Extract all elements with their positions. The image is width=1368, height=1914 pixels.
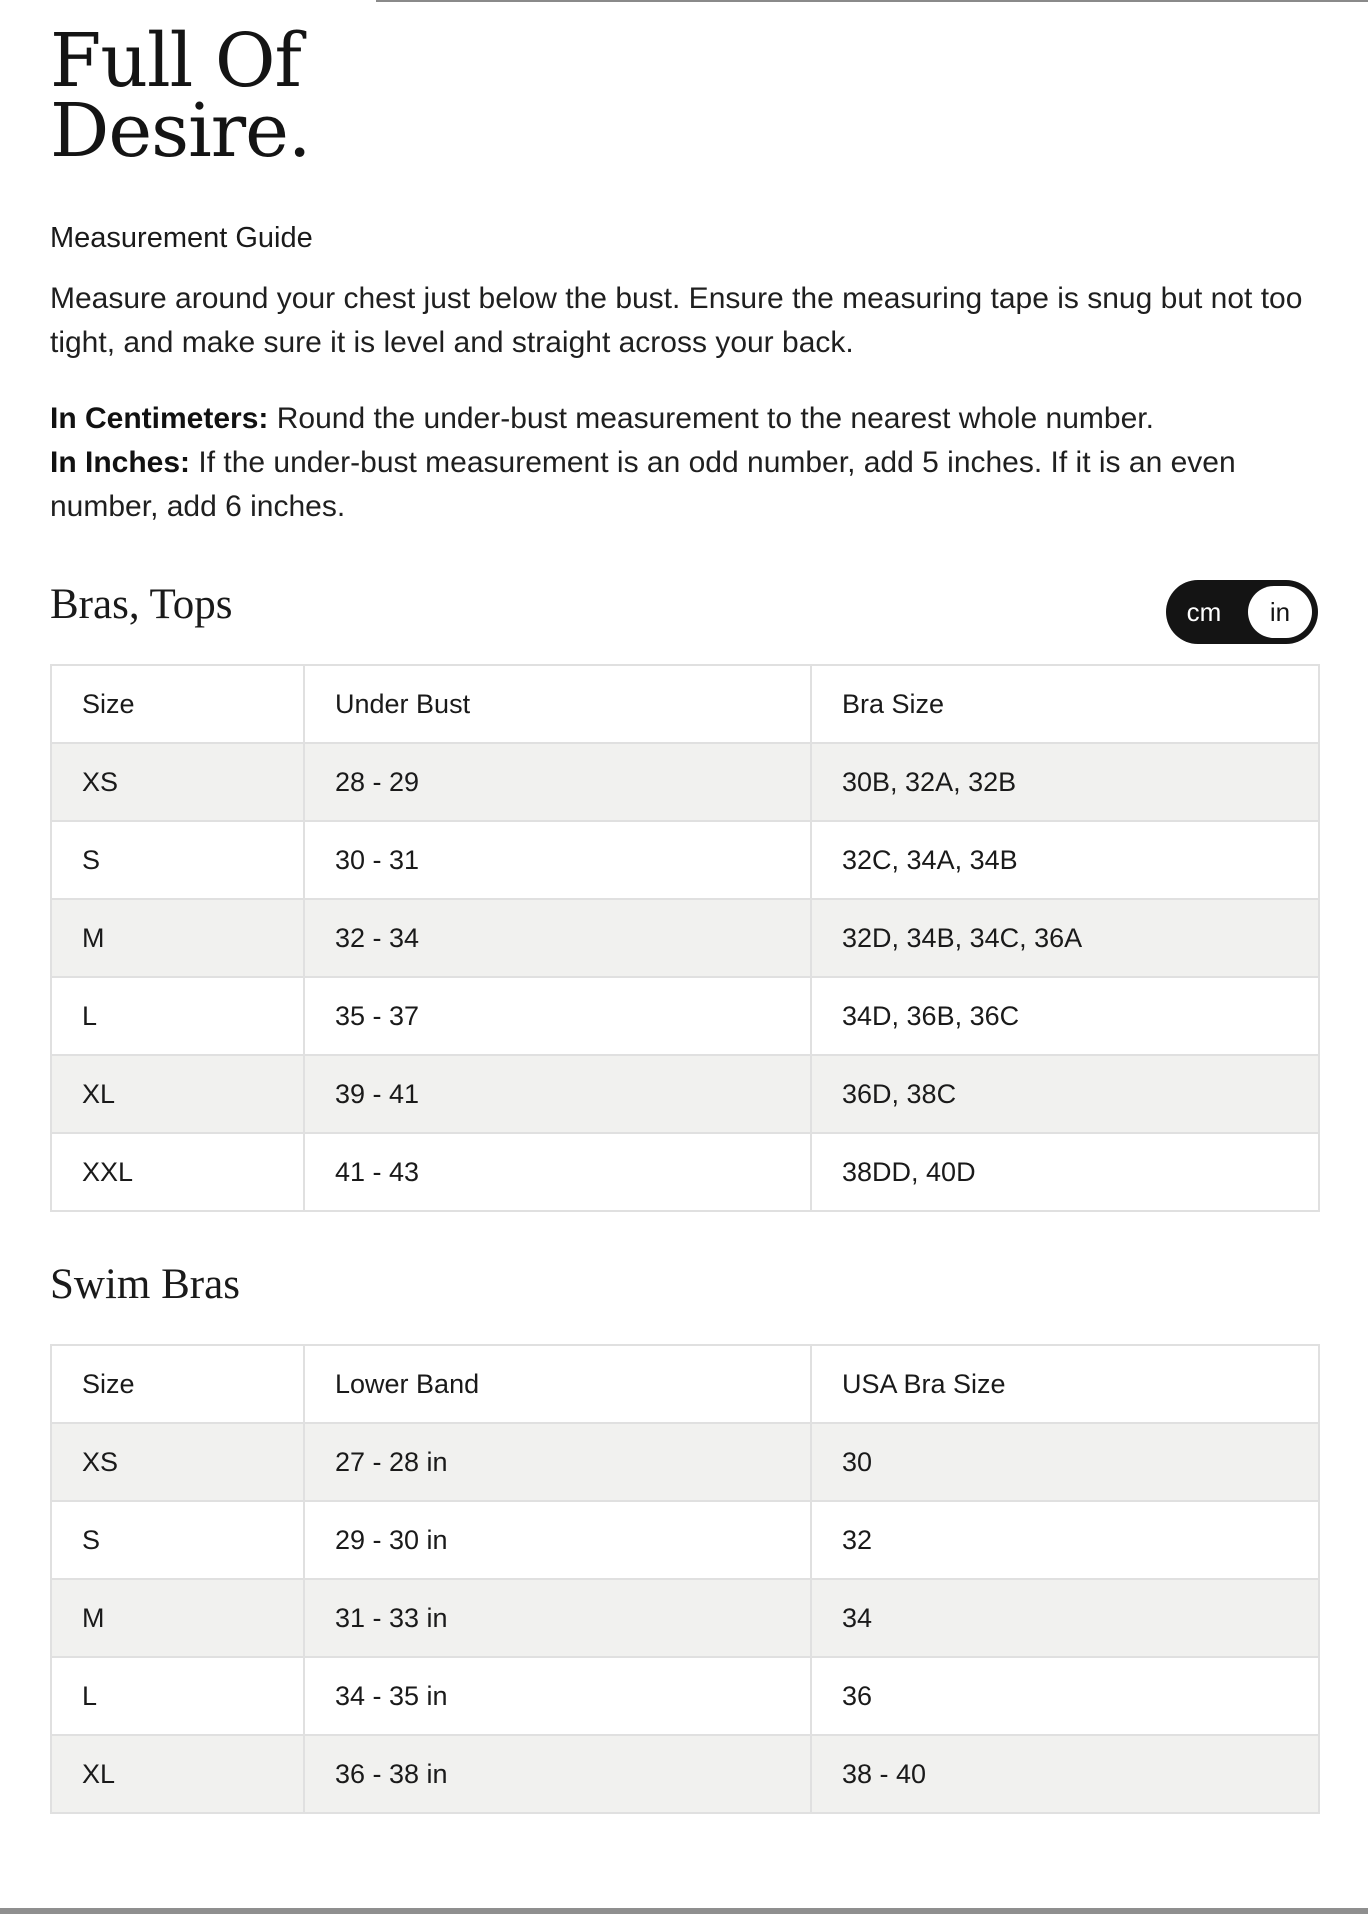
size-cell: XL bbox=[51, 1055, 304, 1133]
usa-bra-size-cell: 34 bbox=[811, 1579, 1319, 1657]
usa-bra-size-cell: 38 - 40 bbox=[811, 1735, 1319, 1813]
column-header: Bra Size bbox=[811, 665, 1319, 743]
table-row bbox=[51, 743, 1319, 821]
top-divider bbox=[376, 0, 1368, 2]
size-cell: XS bbox=[51, 1423, 304, 1501]
bra-size-cell: 30B, 32A, 32B bbox=[811, 743, 1319, 821]
table-row bbox=[51, 1501, 1319, 1579]
table-row bbox=[51, 1055, 1319, 1133]
centimeters-rule bbox=[50, 397, 1318, 441]
usa-bra-size-cell: 36 bbox=[811, 1657, 1319, 1735]
size-cell: M bbox=[51, 899, 304, 977]
brand-logo-line-2: Desire. bbox=[50, 88, 311, 174]
lower-band-cell: 27 - 28 in bbox=[304, 1423, 811, 1501]
table-row bbox=[51, 977, 1319, 1055]
column-header: Under Bust bbox=[304, 665, 811, 743]
under-bust-cell: 28 - 29 bbox=[304, 743, 811, 821]
column-header: Lower Band bbox=[304, 1345, 811, 1423]
conversion-rules bbox=[50, 397, 1318, 529]
column-header: USA Bra Size bbox=[811, 1345, 1319, 1423]
inches-rule-text: If the under-bust measurement is an odd number, add 5 inches. If it is an even number, add 6 inches. bbox=[50, 446, 1236, 523]
inches-rule-label: In Inches: bbox=[50, 446, 191, 479]
size-cell: L bbox=[51, 977, 304, 1055]
under-bust-cell: 32 - 34 bbox=[304, 899, 811, 977]
size-cell: S bbox=[51, 1501, 304, 1579]
lower-band-cell: 31 - 33 in bbox=[304, 1579, 811, 1657]
bottom-divider bbox=[0, 1908, 1368, 1914]
brand-logo-line-1: Full Of bbox=[50, 18, 301, 104]
under-bust-cell: 30 - 31 bbox=[304, 821, 811, 899]
inches-rule bbox=[50, 441, 1318, 529]
table-row bbox=[51, 899, 1319, 977]
size-cell: XXL bbox=[51, 1133, 304, 1211]
under-bust-cell: 35 - 37 bbox=[304, 977, 811, 1055]
usa-bra-size-cell: 32 bbox=[811, 1501, 1319, 1579]
unit-option-cm[interactable]: cm bbox=[1186, 597, 1222, 627]
column-header: Size bbox=[51, 1345, 304, 1423]
measurement-guide-text: Measure around your chest just below the bust. Ensure the measuring tape is snug but not too tight, and make sure it is level and straight across your back. bbox=[50, 282, 1303, 359]
size-cell: L bbox=[51, 1657, 304, 1735]
bra-size-cell: 36D, 38C bbox=[811, 1055, 1319, 1133]
bra-size-cell: 32D, 34B, 34C, 36A bbox=[811, 899, 1319, 977]
size-cell: XS bbox=[51, 743, 304, 821]
centimeters-rule-label: In Centimeters: bbox=[50, 402, 269, 435]
bras-tops-table bbox=[50, 664, 1320, 1212]
table-row bbox=[51, 1657, 1319, 1735]
under-bust-cell: 41 - 43 bbox=[304, 1133, 811, 1211]
swim-bras-title: Swim Bras bbox=[50, 1261, 240, 1308]
under-bust-cell: 39 - 41 bbox=[304, 1055, 811, 1133]
table-row bbox=[51, 1423, 1319, 1501]
measurement-guide-title: Measurement Guide bbox=[50, 222, 313, 254]
bra-size-cell: 38DD, 40D bbox=[811, 1133, 1319, 1211]
bra-size-cell: 34D, 36B, 36C bbox=[811, 977, 1319, 1055]
swim-bras-table bbox=[50, 1344, 1320, 1814]
lower-band-cell: 36 - 38 in bbox=[304, 1735, 811, 1813]
lower-band-cell: 34 - 35 in bbox=[304, 1657, 811, 1735]
table-row bbox=[51, 1579, 1319, 1657]
size-cell: S bbox=[51, 821, 304, 899]
column-header: Size bbox=[51, 665, 304, 743]
unit-option-in[interactable]: in bbox=[1248, 586, 1312, 638]
unit-toggle[interactable] bbox=[1166, 580, 1318, 644]
bras-tops-title: Bras, Tops bbox=[50, 581, 233, 628]
table-header-row bbox=[51, 1345, 1319, 1423]
table-row bbox=[51, 821, 1319, 899]
size-cell: XL bbox=[51, 1735, 304, 1813]
size-cell: M bbox=[51, 1579, 304, 1657]
centimeters-rule-text: Round the under-bust measurement to the nearest whole number. bbox=[268, 402, 1154, 435]
brand-logo bbox=[50, 18, 311, 174]
usa-bra-size-cell: 30 bbox=[811, 1423, 1319, 1501]
table-row bbox=[51, 1735, 1319, 1813]
bra-size-cell: 32C, 34A, 34B bbox=[811, 821, 1319, 899]
table-header-row bbox=[51, 665, 1319, 743]
table-row bbox=[51, 1133, 1319, 1211]
lower-band-cell: 29 - 30 in bbox=[304, 1501, 811, 1579]
